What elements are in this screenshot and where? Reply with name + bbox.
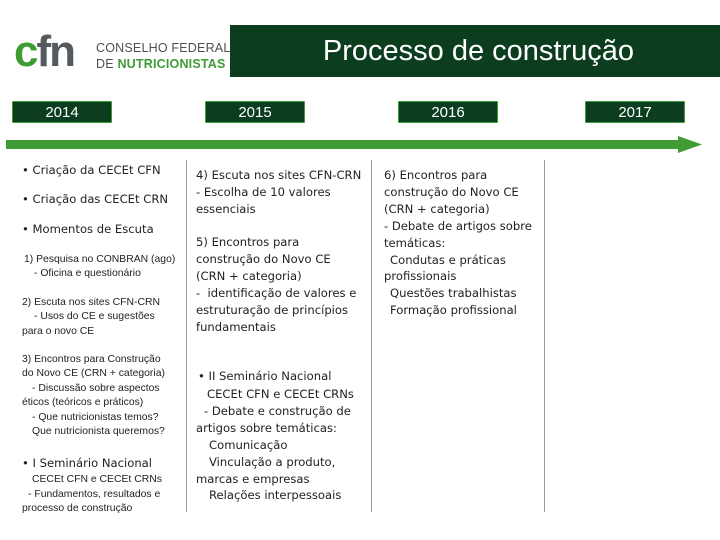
- column-divider: [371, 160, 372, 512]
- seminario-2-line: artigos sobre temáticas:: [196, 421, 337, 435]
- item-4-line: - Escolha de 10 valores: [196, 185, 331, 199]
- page-title: Processo de construção: [322, 35, 634, 67]
- escuta-3-line: Que nutricionista queremos?: [32, 426, 165, 437]
- logo-mark-rest: fn: [36, 27, 75, 76]
- seminario-2-line: marcas e empresas: [196, 472, 310, 486]
- year-label-2014: 2014: [12, 101, 112, 123]
- logo-text-line2: [96, 57, 226, 71]
- timeline-arrow-shaft: [6, 140, 678, 149]
- cfn-logo: [14, 27, 234, 76]
- seminario-2-line: CECEt CFN e CECEt CRNs: [207, 387, 354, 401]
- item-6-line: 6) Encontros para: [384, 168, 488, 182]
- item-6-line: - Debate de artigos sobre: [384, 219, 532, 233]
- bullet-momentos-escuta: • Momentos de Escuta: [22, 222, 154, 236]
- column-divider: [186, 160, 187, 512]
- escuta-3-line: 3) Encontros para Construção: [22, 354, 161, 365]
- escuta-2-line: 2) Escuta nos sites CFN-CRN: [22, 297, 160, 308]
- escuta-2-line: - Usos do CE e sugestões: [34, 311, 155, 322]
- item-4-line: 4) Escuta nos sites CFN-CRN: [196, 168, 362, 182]
- logo-text-line1: CONSELHO FEDERAL: [96, 41, 231, 55]
- item-5-line: - identificação de valores e: [196, 286, 357, 300]
- item-6-line: (CRN + categoria): [384, 202, 490, 216]
- escuta-1-line: 1) Pesquisa no CONBRAN (ago): [24, 254, 176, 265]
- logo-mark: [14, 27, 74, 77]
- seminario-2-line: - Debate e construção de: [204, 404, 351, 418]
- timeline-arrow: [6, 136, 706, 154]
- escuta-3-line: do Novo CE (CRN + categoria): [22, 368, 165, 379]
- item-5-line: (CRN + categoria): [196, 269, 302, 283]
- logo-mark-text: c: [14, 27, 37, 76]
- item-6-line: Questões trabalhistas: [390, 286, 517, 300]
- bullet-criacao-cecet-cfn: • Criação da CECEt CFN: [22, 163, 161, 177]
- escuta-3-line: - Discussão sobre aspectos: [32, 383, 160, 394]
- item-5-line: construção do Novo CE: [196, 252, 331, 266]
- item-4-line: essenciais: [196, 202, 256, 216]
- year-label-2016: 2016: [398, 101, 498, 123]
- item-5-line: estruturação de princípios: [196, 303, 349, 317]
- year-label-2015: 2015: [205, 101, 305, 123]
- column-divider: [544, 160, 545, 512]
- logo-line2-prefix: DE: [96, 57, 118, 71]
- seminario-1-line: processo de construção: [22, 503, 133, 514]
- item-6-line: temáticas:: [384, 236, 446, 250]
- seminario-1-line: - Fundamentos, resultados e: [28, 489, 161, 500]
- seminario-2-line: • II Seminário Nacional: [198, 369, 332, 383]
- timeline-arrow-head: [678, 136, 702, 153]
- item-6-line: Formação profissional: [390, 303, 517, 317]
- logo-line2-bold: NUTRICIONISTAS: [117, 57, 226, 71]
- bullet-criacao-cecet-crn: • Criação das CECEt CRN: [22, 192, 169, 206]
- seminario-2-line: Comunicação: [209, 438, 288, 452]
- escuta-2-line: para o novo CE: [22, 326, 95, 337]
- seminario-1-line: CECEt CFN e CECEt CRNs: [32, 474, 162, 485]
- item-5-line: fundamentais: [196, 320, 276, 334]
- item-6-line: Condutas e práticas: [390, 253, 506, 267]
- item-5-line: 5) Encontros para: [196, 235, 300, 249]
- item-6-line: profissionais: [384, 269, 457, 283]
- bullet-i-seminario: • I Seminário Nacional: [22, 456, 152, 470]
- escuta-1-line: - Oficina e questionário: [34, 268, 141, 279]
- year-label-2017: 2017: [585, 101, 685, 123]
- seminario-2-line: Vinculação a produto,: [209, 455, 336, 469]
- title-bar: [230, 25, 720, 77]
- seminario-2-line: Relações interpessoais: [209, 488, 342, 502]
- escuta-3-line: éticos (teóricos e práticos): [22, 397, 144, 408]
- item-6-line: construção do Novo CE: [384, 185, 519, 199]
- escuta-3-line: - Que nutricionistas temos?: [32, 412, 159, 423]
